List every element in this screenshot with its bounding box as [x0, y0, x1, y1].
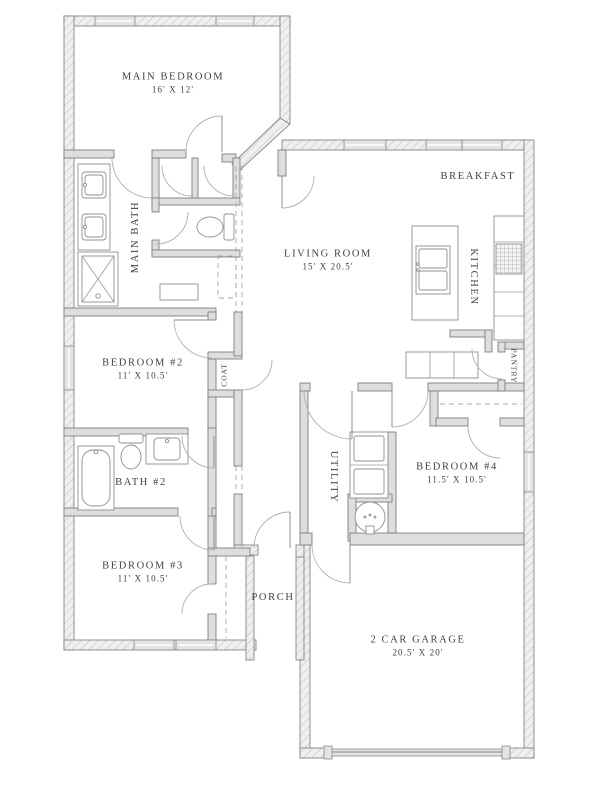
- shower: [78, 252, 118, 306]
- window: [344, 140, 386, 150]
- room-label-bedroom-2: BEDROOM #2 11' X 10.5': [102, 357, 184, 381]
- room-label-bedroom-3: BEDROOM #3 11' X 10.5': [102, 560, 184, 584]
- window: [426, 140, 502, 150]
- toilet: [197, 214, 234, 240]
- room-label-bath-2: BATH #2: [115, 476, 167, 488]
- kitchen-peninsula: [406, 352, 478, 378]
- room-label-bedroom-4: BEDROOM #4 11.5' X 10.5': [416, 461, 498, 485]
- closet-rods-and-openings: [218, 166, 522, 638]
- kitchen-island-double-sink: [412, 226, 458, 320]
- window: [176, 640, 216, 650]
- window: [64, 346, 74, 390]
- room-label-utility: UTILITY: [328, 450, 340, 504]
- room-label-porch: PORCH: [251, 591, 295, 603]
- window: [134, 640, 174, 650]
- bathtub: [78, 446, 114, 510]
- room-label-kitchen: KITCHEN: [468, 248, 480, 306]
- room-label-living-room: LIVING ROOM 15' X 20.5': [284, 248, 372, 272]
- range: [496, 244, 522, 274]
- window: [216, 16, 254, 26]
- interior-walls: [64, 150, 524, 640]
- kitchen-counter: [494, 216, 524, 340]
- toilet: [119, 434, 143, 469]
- room-label-breakfast: BREAKFAST: [440, 170, 516, 182]
- water-heater: [355, 502, 385, 534]
- garage-door: [324, 746, 510, 759]
- room-label-main-bedroom: MAIN BEDROOM 16' X 12': [121, 71, 225, 95]
- window: [95, 16, 135, 26]
- room-label-main-bath: MAIN BATH: [129, 200, 141, 274]
- room-label-pantry: PANTRY: [509, 348, 519, 384]
- window: [524, 452, 534, 492]
- room-label-coat: COAT: [219, 363, 229, 387]
- dresser: [160, 284, 198, 300]
- double-vanity-sinks: [78, 164, 110, 250]
- room-label-garage: 2 CAR GARAGE 20.5' X 20': [370, 634, 466, 658]
- linen-closet: [218, 256, 236, 298]
- washer-dryer: [350, 432, 388, 498]
